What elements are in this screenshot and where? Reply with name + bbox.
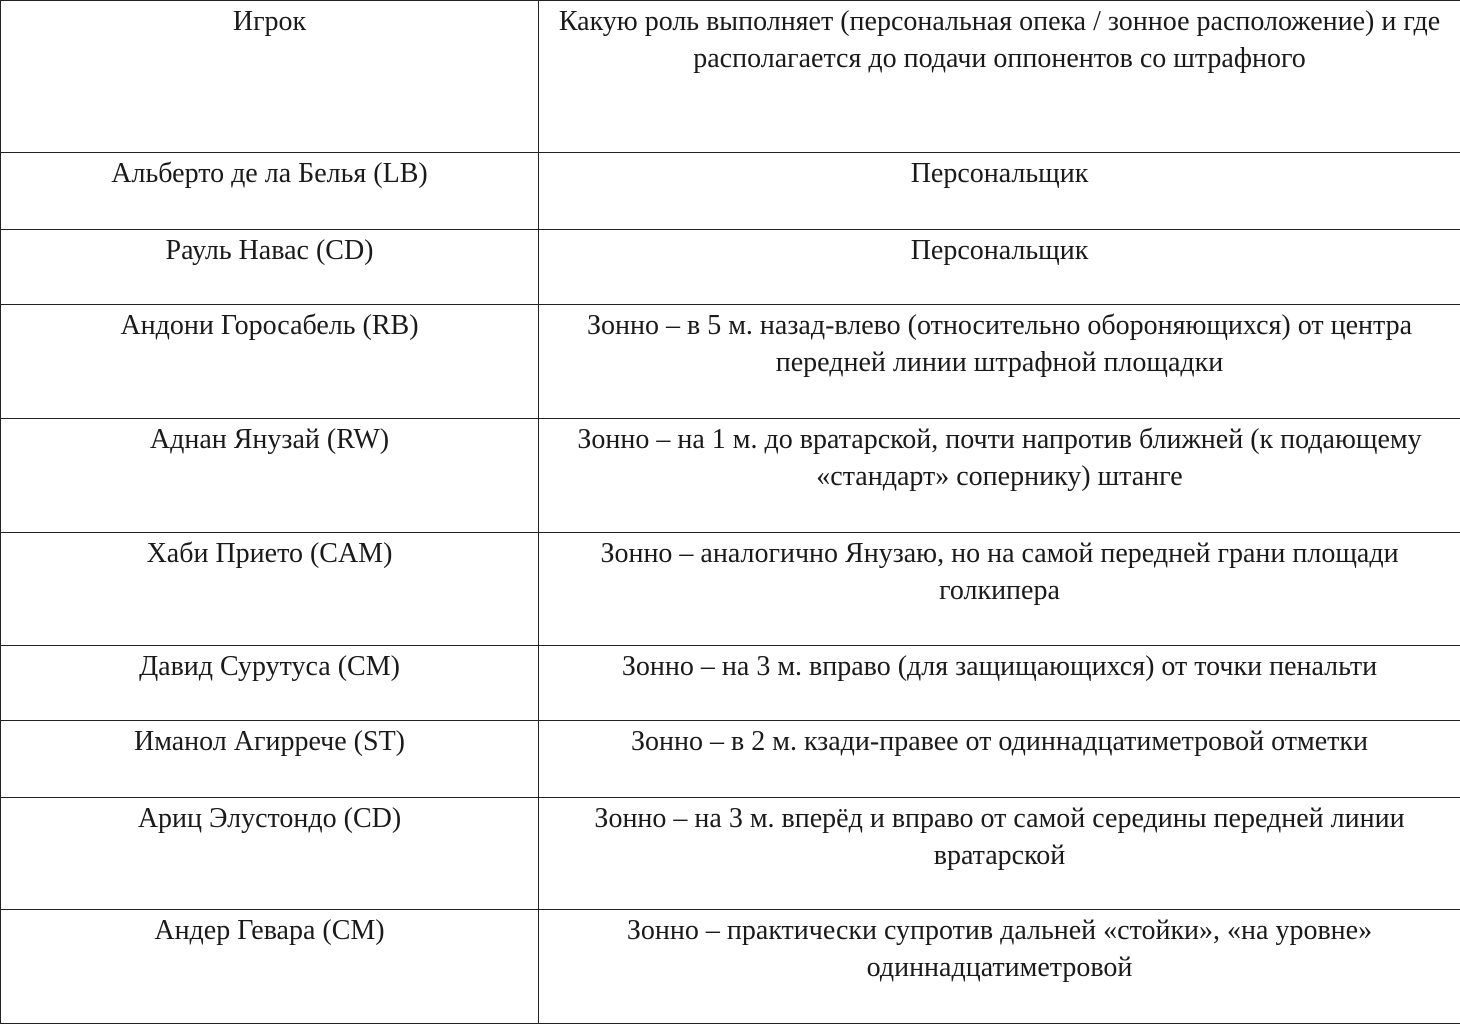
player-cell: Андер Гевара (CM) [1, 910, 539, 1024]
table-row [1, 419, 1460, 533]
role-cell: Персональщик [539, 230, 1460, 305]
player-cell: Андони Горосабель (RB) [1, 305, 539, 419]
table-row [1, 721, 1460, 798]
role-cell: Зонно – на 1 м. до вратарской, почти напротив ближней (к подающему «стандарт» сопернику) штанге [539, 419, 1460, 533]
player-cell: Аднан Янузай (RW) [1, 419, 539, 533]
table-row [1, 533, 1460, 646]
table-row [1, 153, 1460, 230]
role-cell: Зонно – в 5 м. назад-влево (относительно обороняющихся) от центра передней линии штрафной площадки [539, 305, 1460, 419]
role-cell: Зонно – в 2 м. кзади-правее от одиннадцатиметровой отметки [539, 721, 1460, 798]
role-cell: Зонно – аналогично Янузаю, но на самой передней грани площади голкипера [539, 533, 1460, 646]
player-cell: Ариц Элустондо (CD) [1, 798, 539, 910]
player-cell: Иманол Агирречe (ST) [1, 721, 539, 798]
player-cell: Давид Сурутуса (CM) [1, 646, 539, 721]
table-header-row [1, 1, 1460, 153]
role-cell: Зонно – на 3 м. вправо (для защищающихся) от точки пенальти [539, 646, 1460, 721]
table-row [1, 910, 1460, 1024]
role-cell: Зонно – практически супротив дальней «стойки», «на уровне» одиннадцатиметровой [539, 910, 1460, 1024]
table-row [1, 230, 1460, 305]
player-cell: Рауль Навас (CD) [1, 230, 539, 305]
table-row [1, 798, 1460, 910]
header-player: Игрок [1, 1, 539, 153]
player-cell: Альберто де ла Белья (LB) [1, 153, 539, 230]
table-row [1, 646, 1460, 721]
header-role: Какую роль выполняет (персональная опека / зонное расположение) и где располагается до подачи оппонентов со штрафного [539, 1, 1460, 153]
role-cell: Зонно – на 3 м. вперёд и вправо от самой середины передней линии вратарской [539, 798, 1460, 910]
table-row [1, 305, 1460, 419]
role-cell: Персональщик [539, 153, 1460, 230]
player-cell: Хаби Прието (CAM) [1, 533, 539, 646]
